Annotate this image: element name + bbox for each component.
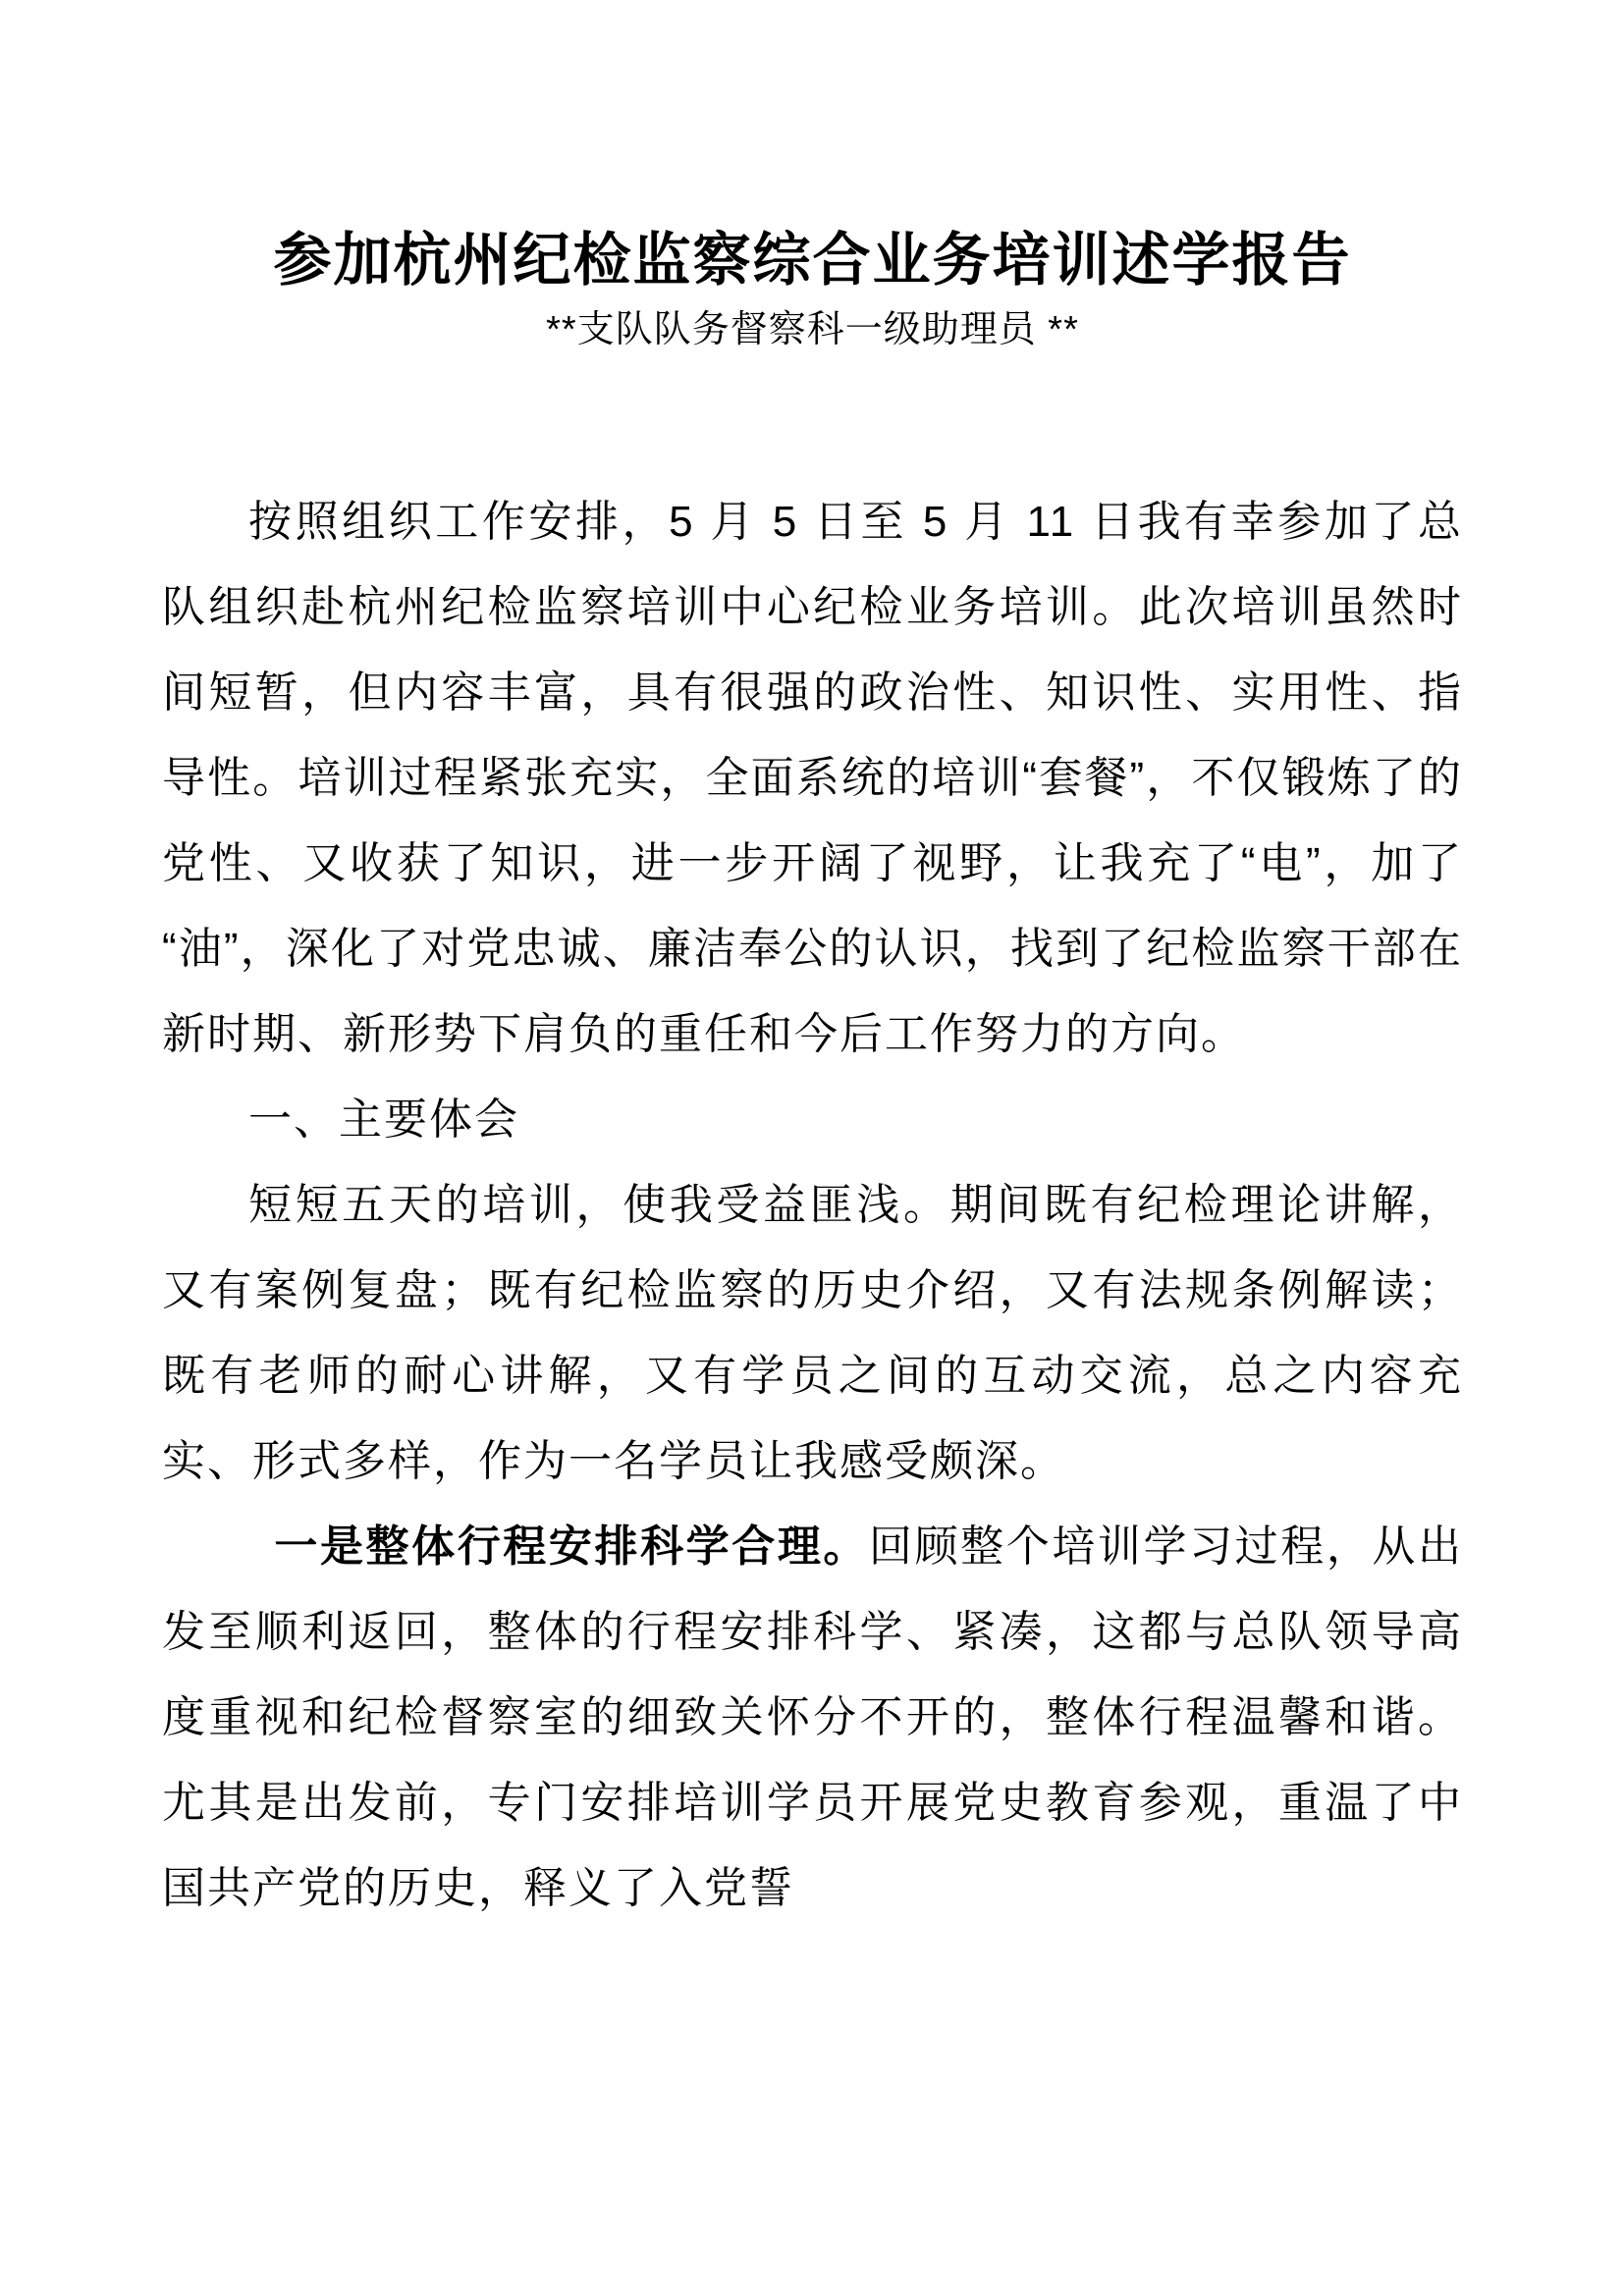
document-body: [162, 479, 1463, 1931]
section-heading-main-takeaways: 一、主要体会: [248, 1095, 519, 1144]
paragraph-point-one: [162, 1504, 1463, 1931]
paragraph-intro: 按照组织工作安排，5 月 5 日至 5 月 11 日我有幸参加了总队组织赴杭州纪检监察培训中心纪检业务培训。此次培训虽然时间短暂，但内容丰富，具有很强的政治性、知识性、实用性、指导性。培训过程紧张充实，全面系统的培训“套餐”，不仅锻炼了的党性、又收获了知识，进一步开阔了视野，让我充了“电”，加了“油”，深化了对党忠诚、廉洁奉公的认识，找到了纪检监察干部在新时期、新形势下肩负的重任和今后工作努力的方向。: [162, 498, 1463, 1058]
paragraph-point-one-text: 回顾整个培训学习过程，从出发至顺利返回，整体的行程安排科学、紧凑，这都与总队领导高度重视和纪检督察室的细致关怀分不开的，整体行程温馨和谐。尤其是出发前，专门安排培训学员开展党史教育参观，重温了中国共产党的历史，释义了入党誓: [162, 1522, 1464, 1912]
paragraph-point-one-lead: 一是整体行程安排科学合理。: [274, 1522, 869, 1571]
document-title: 参加杭州纪检监察综合业务培训述学报告: [273, 228, 1352, 293]
paragraph-takeaway-overview: 短短五天的培训，使我受益匪浅。期间既有纪检理论讲解，又有案例复盘；既有纪检监察的历史介绍，又有法规条例解读；既有老师的耐心讲解，又有学员之间的互动交流，总之内容充实、形式多样，作为一名学员让我感受颇深。: [162, 1181, 1463, 1485]
document-byline: **支队队务督察科一级助理员 **: [546, 309, 1079, 350]
